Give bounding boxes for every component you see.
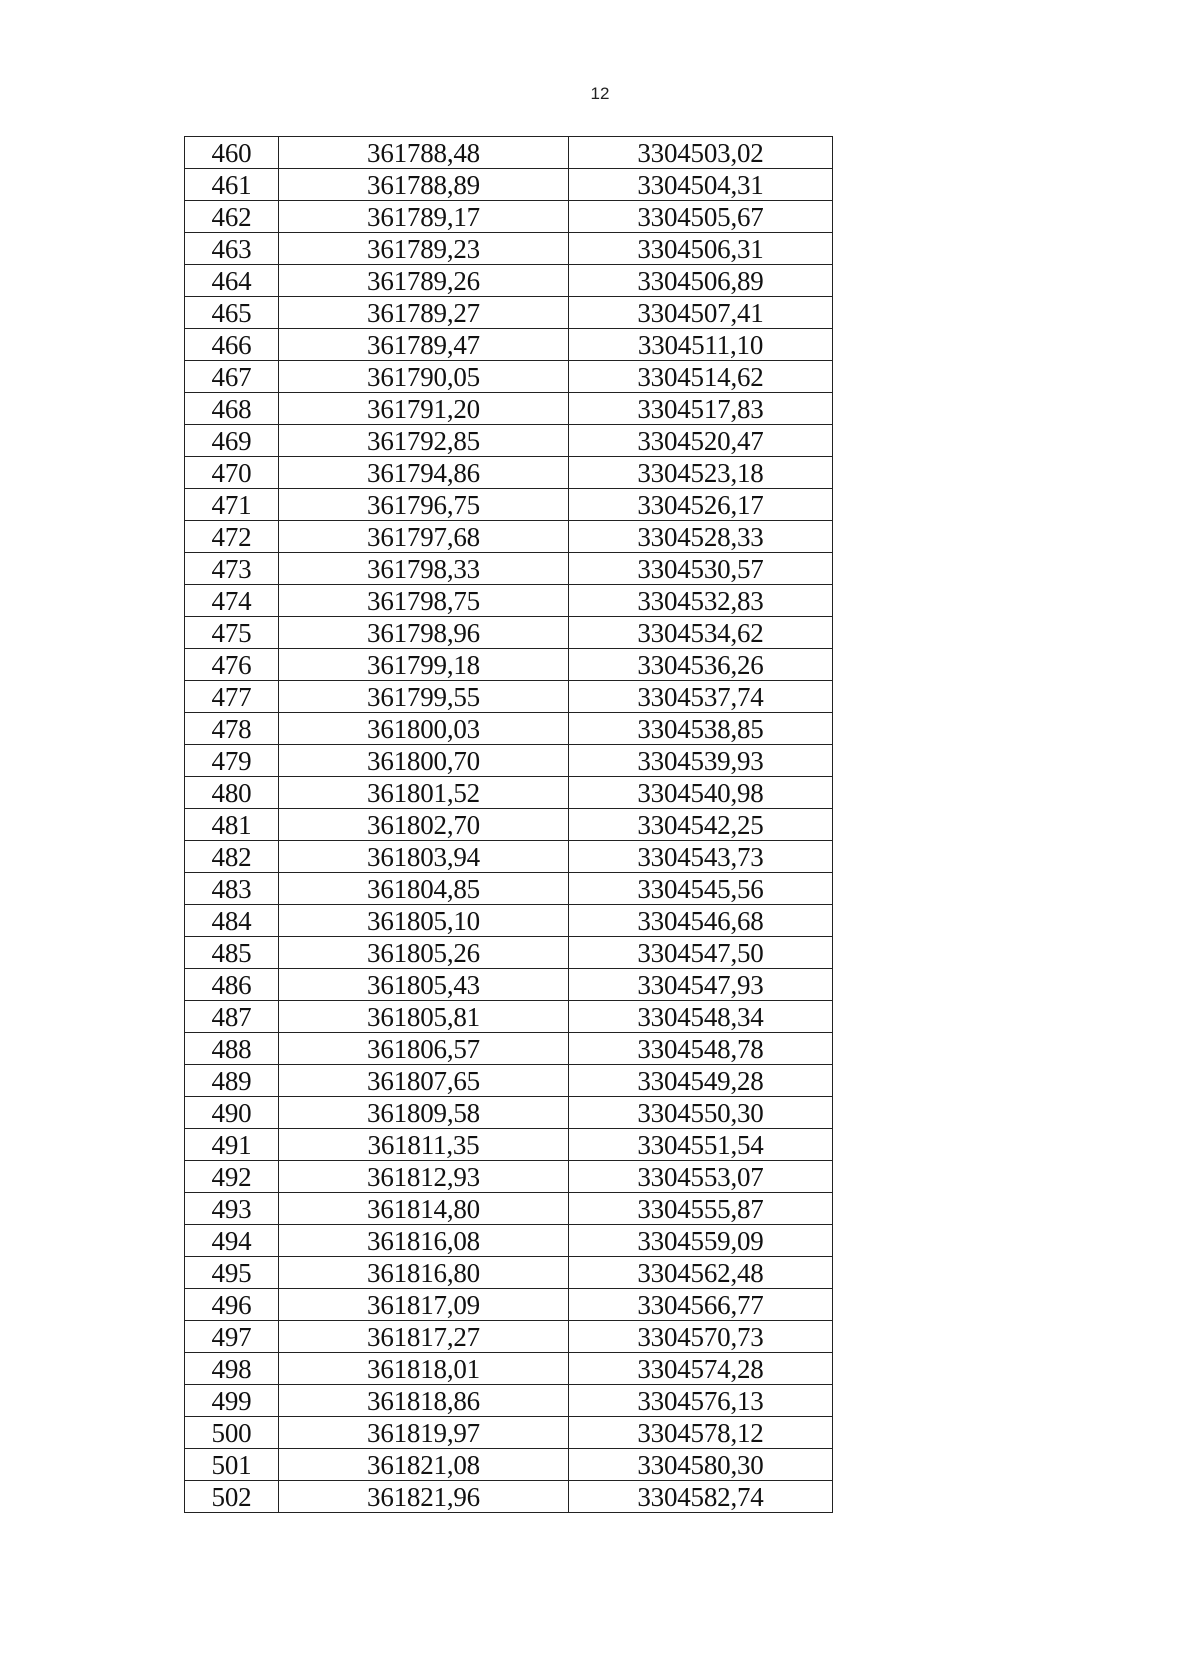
table-row [185, 1001, 833, 1033]
table-row [185, 809, 833, 841]
point-number-cell: 465 [185, 297, 279, 329]
table-row [185, 1385, 833, 1417]
x-coordinate-cell: 361804,85 [279, 873, 569, 905]
table-row [185, 873, 833, 905]
y-coordinate-cell: 3304528,33 [569, 521, 833, 553]
point-number-cell: 480 [185, 777, 279, 809]
y-coordinate-cell: 3304539,93 [569, 745, 833, 777]
y-coordinate-cell: 3304532,83 [569, 585, 833, 617]
point-number-cell: 490 [185, 1097, 279, 1129]
x-coordinate-cell: 361798,96 [279, 617, 569, 649]
point-number-cell: 473 [185, 553, 279, 585]
table-row [185, 1129, 833, 1161]
point-number-cell: 483 [185, 873, 279, 905]
x-coordinate-cell: 361789,47 [279, 329, 569, 361]
x-coordinate-cell: 361798,75 [279, 585, 569, 617]
point-number-cell: 489 [185, 1065, 279, 1097]
point-number-cell: 463 [185, 233, 279, 265]
y-coordinate-cell: 3304548,34 [569, 1001, 833, 1033]
table-row [185, 1225, 833, 1257]
table-row [185, 265, 833, 297]
point-number-cell: 486 [185, 969, 279, 1001]
point-number-cell: 496 [185, 1289, 279, 1321]
y-coordinate-cell: 3304506,31 [569, 233, 833, 265]
table-row [185, 297, 833, 329]
table-row [185, 425, 833, 457]
y-coordinate-cell: 3304555,87 [569, 1193, 833, 1225]
y-coordinate-cell: 3304548,78 [569, 1033, 833, 1065]
table-row [185, 393, 833, 425]
point-number-cell: 488 [185, 1033, 279, 1065]
point-number-cell: 481 [185, 809, 279, 841]
y-coordinate-cell: 3304576,13 [569, 1385, 833, 1417]
point-number-cell: 501 [185, 1449, 279, 1481]
x-coordinate-cell: 361812,93 [279, 1161, 569, 1193]
point-number-cell: 493 [185, 1193, 279, 1225]
x-coordinate-cell: 361790,05 [279, 361, 569, 393]
coordinates-table [184, 136, 833, 1513]
table-row [185, 553, 833, 585]
point-number-cell: 502 [185, 1481, 279, 1513]
table-row [185, 745, 833, 777]
table-row [185, 457, 833, 489]
y-coordinate-cell: 3304514,62 [569, 361, 833, 393]
x-coordinate-cell: 361805,43 [279, 969, 569, 1001]
x-coordinate-cell: 361789,26 [279, 265, 569, 297]
point-number-cell: 466 [185, 329, 279, 361]
point-number-cell: 494 [185, 1225, 279, 1257]
y-coordinate-cell: 3304546,68 [569, 905, 833, 937]
y-coordinate-cell: 3304550,30 [569, 1097, 833, 1129]
x-coordinate-cell: 361817,27 [279, 1321, 569, 1353]
point-number-cell: 476 [185, 649, 279, 681]
table-row [185, 1097, 833, 1129]
point-number-cell: 492 [185, 1161, 279, 1193]
y-coordinate-cell: 3304517,83 [569, 393, 833, 425]
table-row [185, 1289, 833, 1321]
table-row [185, 777, 833, 809]
x-coordinate-cell: 361801,52 [279, 777, 569, 809]
point-number-cell: 472 [185, 521, 279, 553]
table-row [185, 937, 833, 969]
point-number-cell: 469 [185, 425, 279, 457]
y-coordinate-cell: 3304526,17 [569, 489, 833, 521]
table-row [185, 169, 833, 201]
point-number-cell: 478 [185, 713, 279, 745]
x-coordinate-cell: 361797,68 [279, 521, 569, 553]
x-coordinate-cell: 361799,18 [279, 649, 569, 681]
table-row [185, 1033, 833, 1065]
coordinates-table-body [185, 137, 833, 1513]
point-number-cell: 495 [185, 1257, 279, 1289]
y-coordinate-cell: 3304538,85 [569, 713, 833, 745]
table-row [185, 361, 833, 393]
y-coordinate-cell: 3304582,74 [569, 1481, 833, 1513]
table-row [185, 1321, 833, 1353]
table-row [185, 137, 833, 169]
x-coordinate-cell: 361800,70 [279, 745, 569, 777]
x-coordinate-cell: 361789,17 [279, 201, 569, 233]
x-coordinate-cell: 361811,35 [279, 1129, 569, 1161]
y-coordinate-cell: 3304578,12 [569, 1417, 833, 1449]
y-coordinate-cell: 3304553,07 [569, 1161, 833, 1193]
y-coordinate-cell: 3304566,77 [569, 1289, 833, 1321]
table-row [185, 489, 833, 521]
y-coordinate-cell: 3304520,47 [569, 425, 833, 457]
y-coordinate-cell: 3304580,30 [569, 1449, 833, 1481]
table-row [185, 201, 833, 233]
y-coordinate-cell: 3304504,31 [569, 169, 833, 201]
point-number-cell: 467 [185, 361, 279, 393]
point-number-cell: 491 [185, 1129, 279, 1161]
table-row [185, 1481, 833, 1513]
point-number-cell: 498 [185, 1353, 279, 1385]
point-number-cell: 475 [185, 617, 279, 649]
point-number-cell: 471 [185, 489, 279, 521]
point-number-cell: 497 [185, 1321, 279, 1353]
table-row [185, 681, 833, 713]
y-coordinate-cell: 3304562,48 [569, 1257, 833, 1289]
x-coordinate-cell: 361788,48 [279, 137, 569, 169]
table-row [185, 1161, 833, 1193]
x-coordinate-cell: 361816,80 [279, 1257, 569, 1289]
y-coordinate-cell: 3304545,56 [569, 873, 833, 905]
y-coordinate-cell: 3304543,73 [569, 841, 833, 873]
x-coordinate-cell: 361807,65 [279, 1065, 569, 1097]
point-number-cell: 500 [185, 1417, 279, 1449]
point-number-cell: 461 [185, 169, 279, 201]
table-row [185, 713, 833, 745]
y-coordinate-cell: 3304507,41 [569, 297, 833, 329]
point-number-cell: 470 [185, 457, 279, 489]
x-coordinate-cell: 361805,10 [279, 905, 569, 937]
table-row [185, 1417, 833, 1449]
y-coordinate-cell: 3304574,28 [569, 1353, 833, 1385]
point-number-cell: 474 [185, 585, 279, 617]
x-coordinate-cell: 361806,57 [279, 1033, 569, 1065]
x-coordinate-cell: 361800,03 [279, 713, 569, 745]
x-coordinate-cell: 361818,86 [279, 1385, 569, 1417]
x-coordinate-cell: 361794,86 [279, 457, 569, 489]
point-number-cell: 462 [185, 201, 279, 233]
table-row [185, 617, 833, 649]
x-coordinate-cell: 361821,08 [279, 1449, 569, 1481]
x-coordinate-cell: 361809,58 [279, 1097, 569, 1129]
x-coordinate-cell: 361817,09 [279, 1289, 569, 1321]
x-coordinate-cell: 361816,08 [279, 1225, 569, 1257]
point-number-cell: 499 [185, 1385, 279, 1417]
y-coordinate-cell: 3304540,98 [569, 777, 833, 809]
point-number-cell: 484 [185, 905, 279, 937]
table-row [185, 1353, 833, 1385]
y-coordinate-cell: 3304537,74 [569, 681, 833, 713]
point-number-cell: 479 [185, 745, 279, 777]
table-row [185, 329, 833, 361]
y-coordinate-cell: 3304530,57 [569, 553, 833, 585]
y-coordinate-cell: 3304534,62 [569, 617, 833, 649]
x-coordinate-cell: 361788,89 [279, 169, 569, 201]
y-coordinate-cell: 3304570,73 [569, 1321, 833, 1353]
table-row [185, 1065, 833, 1097]
y-coordinate-cell: 3304506,89 [569, 265, 833, 297]
y-coordinate-cell: 3304549,28 [569, 1065, 833, 1097]
x-coordinate-cell: 361819,97 [279, 1417, 569, 1449]
table-row [185, 1257, 833, 1289]
x-coordinate-cell: 361796,75 [279, 489, 569, 521]
y-coordinate-cell: 3304559,09 [569, 1225, 833, 1257]
table-row [185, 233, 833, 265]
x-coordinate-cell: 361802,70 [279, 809, 569, 841]
y-coordinate-cell: 3304547,93 [569, 969, 833, 1001]
table-row [185, 1193, 833, 1225]
page-number: 12 [590, 84, 610, 103]
point-number-cell: 468 [185, 393, 279, 425]
x-coordinate-cell: 361798,33 [279, 553, 569, 585]
y-coordinate-cell: 3304536,26 [569, 649, 833, 681]
x-coordinate-cell: 361789,23 [279, 233, 569, 265]
x-coordinate-cell: 361805,26 [279, 937, 569, 969]
y-coordinate-cell: 3304542,25 [569, 809, 833, 841]
x-coordinate-cell: 361818,01 [279, 1353, 569, 1385]
x-coordinate-cell: 361803,94 [279, 841, 569, 873]
table-row [185, 841, 833, 873]
x-coordinate-cell: 361805,81 [279, 1001, 569, 1033]
y-coordinate-cell: 3304551,54 [569, 1129, 833, 1161]
table-row [185, 521, 833, 553]
point-number-cell: 460 [185, 137, 279, 169]
x-coordinate-cell: 361791,20 [279, 393, 569, 425]
x-coordinate-cell: 361799,55 [279, 681, 569, 713]
y-coordinate-cell: 3304523,18 [569, 457, 833, 489]
y-coordinate-cell: 3304547,50 [569, 937, 833, 969]
point-number-cell: 487 [185, 1001, 279, 1033]
table-row [185, 649, 833, 681]
x-coordinate-cell: 361792,85 [279, 425, 569, 457]
table-row [185, 1449, 833, 1481]
x-coordinate-cell: 361814,80 [279, 1193, 569, 1225]
table-row [185, 969, 833, 1001]
y-coordinate-cell: 3304505,67 [569, 201, 833, 233]
y-coordinate-cell: 3304511,10 [569, 329, 833, 361]
y-coordinate-cell: 3304503,02 [569, 137, 833, 169]
point-number-cell: 485 [185, 937, 279, 969]
x-coordinate-cell: 361821,96 [279, 1481, 569, 1513]
point-number-cell: 477 [185, 681, 279, 713]
x-coordinate-cell: 361789,27 [279, 297, 569, 329]
point-number-cell: 482 [185, 841, 279, 873]
point-number-cell: 464 [185, 265, 279, 297]
table-row [185, 905, 833, 937]
table-row [185, 585, 833, 617]
